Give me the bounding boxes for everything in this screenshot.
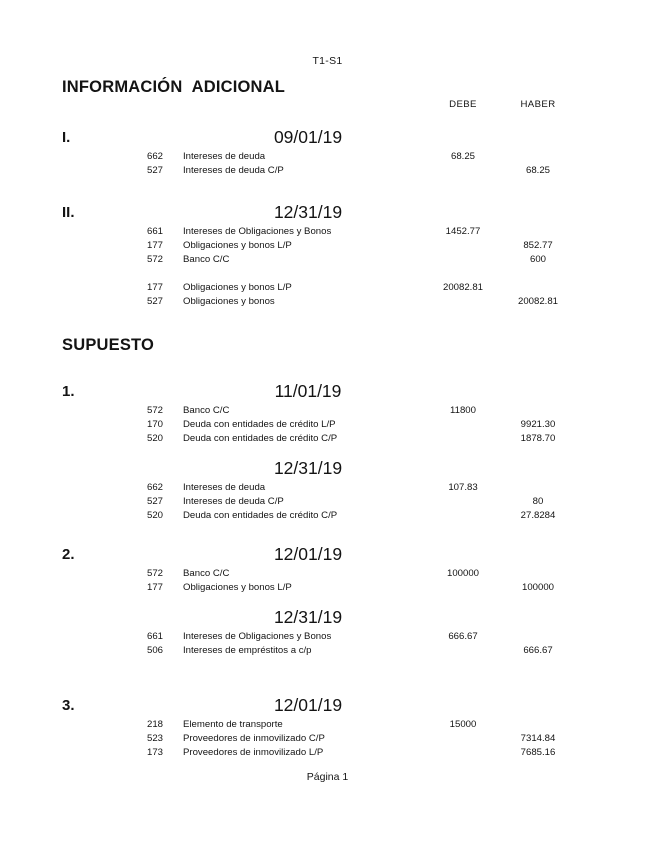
entry-block [0,695,655,760]
debit-amount: 100000 [446,568,479,579]
debit-amount: 666.67 [448,631,478,642]
entry-block-header [0,544,655,564]
debit-amount: 20082.81 [442,282,483,293]
account-description: Obligaciones y bonos L/P [183,240,292,251]
account-code: 506 [146,645,163,656]
entry-block [0,544,655,595]
account-description: Obligaciones y bonos L/P [183,282,292,293]
account-description: Intereses de deuda [183,482,266,493]
account-description: Obligaciones y bonos L/P [183,582,292,593]
entry-group [0,281,655,309]
account-description: Banco C/C [183,568,230,579]
journal-entry-row [0,481,655,495]
journal-section [0,381,655,523]
entry-group [0,225,655,267]
informacion-sections [0,127,655,309]
debit-amount: 107.83 [448,482,478,493]
section-label: I. [62,129,71,146]
journal-entry-row [0,581,655,595]
journal-entry-row [0,164,655,178]
credit-amount: 100000 [521,582,554,593]
account-code: 572 [146,254,163,265]
entry-block [0,381,655,446]
entry-date: 11/01/19 [274,381,342,401]
account-code: 177 [146,282,163,293]
account-code: 661 [146,631,163,642]
account-description: Intereses de deuda [183,151,266,162]
entry-group [0,630,655,658]
account-description: Obligaciones y bonos [183,296,275,307]
account-code: 523 [146,733,163,744]
credit-amount: 7314.84 [520,733,556,744]
journal-entry-row [0,644,655,658]
entry-block [0,458,655,523]
document-code: T1-S1 [312,55,343,67]
entry-date: 09/01/19 [273,127,343,147]
entry-block [0,127,655,178]
entry-date: 12/01/19 [273,695,343,715]
account-description: Proveedores de inmovilizado L/P [183,747,324,758]
account-description: Deuda con entidades de crédito C/P [183,510,338,521]
credit-amount: 852.77 [523,240,553,251]
journal-entry-row [0,418,655,432]
journal-entry-row [0,567,655,581]
account-description: Intereses de deuda C/P [183,496,284,507]
entry-block-header [0,458,655,478]
account-description: Banco C/C [183,254,230,265]
debit-amount: 1452.77 [445,226,481,237]
entry-date: 12/01/19 [273,544,343,564]
entry-date: 12/31/19 [273,607,343,627]
journal-section [0,695,655,760]
account-description: Intereses de Obligaciones y Bonos [183,226,332,237]
account-code: 177 [146,582,163,593]
account-description: Elemento de transporte [183,719,283,730]
heading-informacion-adicional: INFORMACIÓN ADICIONAL [62,78,286,96]
entry-group [0,150,655,178]
credit-amount: 80 [532,496,544,507]
journal-section [0,202,655,309]
journal-entry-row [0,432,655,446]
account-code: 662 [146,151,163,162]
entry-group [0,481,655,523]
credit-amount: 20082.81 [517,296,558,307]
page-number: Página 1 [306,771,349,783]
journal-entry-row [0,253,655,267]
journal-entry-row [0,281,655,295]
account-code: 170 [146,419,163,430]
account-description: Intereses de deuda C/P [183,165,284,176]
journal-entry-row [0,718,655,732]
credit-amount: 9921.30 [520,419,556,430]
credit-amount: 27.8284 [520,510,556,521]
credit-amount: 600 [529,254,546,265]
account-description: Proveedores de inmovilizado C/P [183,733,325,744]
account-description: Deuda con entidades de crédito C/P [183,433,338,444]
entry-block-header [0,607,655,627]
entry-block [0,607,655,658]
entry-date: 12/31/19 [273,202,343,222]
entry-block-header [0,127,655,147]
account-code: 527 [146,296,163,307]
credit-amount: 1878.70 [520,433,556,444]
account-description: Intereses de empréstitos a c/p [183,645,312,656]
journal-entry-row [0,630,655,644]
account-code: 527 [146,165,163,176]
entry-date: 12/31/19 [273,458,343,478]
column-header-debe: DEBE [449,99,477,110]
journal-entry-row [0,509,655,523]
journal-entry-row [0,225,655,239]
entry-block-header [0,202,655,222]
journal-entry-row [0,150,655,164]
journal-section [0,544,655,658]
credit-amount: 666.67 [523,645,553,656]
account-code: 572 [146,568,163,579]
account-code: 527 [146,496,163,507]
entry-group [0,718,655,760]
account-description: Deuda con entidades de crédito L/P [183,419,336,430]
journal-entry-row [0,495,655,509]
account-code: 177 [146,240,163,251]
journal-entry-row [0,239,655,253]
debit-amount: 15000 [449,719,477,730]
debit-amount: 11800 [450,405,476,416]
section-label: II. [62,204,75,221]
account-description: Intereses de Obligaciones y Bonos [183,631,332,642]
heading-supuesto: SUPUESTO [62,336,155,354]
journal-section [0,127,655,178]
journal-entry-row [0,732,655,746]
section-label: 2. [62,546,75,563]
entry-group [0,567,655,595]
credit-amount: 68.25 [525,165,550,176]
entry-block [0,202,655,309]
column-headers [0,99,655,111]
account-code: 662 [146,482,163,493]
account-code: 520 [146,433,163,444]
entry-group [0,404,655,446]
account-code: 520 [146,510,163,521]
column-header-haber: HABER [520,99,556,110]
supuesto-sections [0,381,655,760]
account-code: 173 [146,747,163,758]
account-code: 572 [146,405,163,416]
journal-entry-row [0,746,655,760]
account-code: 661 [146,226,163,237]
entry-block-header [0,695,655,715]
credit-amount: 7685.16 [520,747,556,758]
section-label: 3. [62,697,75,714]
debit-amount: 68.25 [450,151,475,162]
journal-entry-row [0,404,655,418]
section-label: 1. [62,383,75,400]
entry-block-header [0,381,655,401]
account-code: 218 [146,719,163,730]
account-description: Banco C/C [183,405,230,416]
journal-entry-row [0,295,655,309]
